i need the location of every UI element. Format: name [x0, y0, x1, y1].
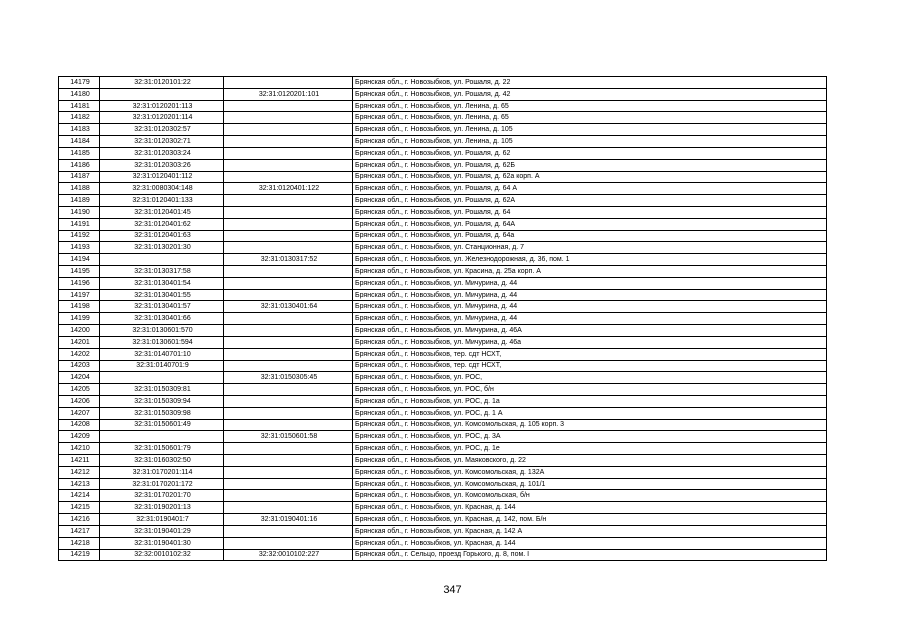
cadastral-number-cell: 32:31:0170201:114 [100, 466, 224, 478]
table-row [59, 360, 827, 372]
related-cadastral-number-cell [224, 100, 353, 112]
related-cadastral-number-cell [224, 195, 353, 207]
address-cell: Брянская обл., г. Новозыбков, ул. Рошаля, д. 42 [353, 88, 827, 100]
cadastral-number-cell: 32:31:0130601:570 [100, 325, 224, 337]
cadastral-number-cell: 32:31:0130401:55 [100, 289, 224, 301]
table-row [59, 537, 827, 549]
cadastral-number-cell: 32:31:0160302:50 [100, 455, 224, 467]
table-row [59, 88, 827, 100]
related-cadastral-number-cell [224, 206, 353, 218]
table-row [59, 478, 827, 490]
address-cell: Брянская обл., г. Новозыбков, ул. Ленина, д. 105 [353, 136, 827, 148]
related-cadastral-number-cell [224, 490, 353, 502]
related-cadastral-number-cell: 32:31:0130317:52 [224, 254, 353, 266]
record-number-cell: 14186 [59, 159, 100, 171]
table-row [59, 466, 827, 478]
address-cell: Брянская обл., г. Новозыбков, ул. Станционная, д. 7 [353, 242, 827, 254]
related-cadastral-number-cell: 32:31:0120201:101 [224, 88, 353, 100]
table-row [59, 325, 827, 337]
cadastral-number-cell: 32:31:0120201:114 [100, 112, 224, 124]
property-registry-table [58, 76, 827, 561]
related-cadastral-number-cell [224, 313, 353, 325]
cadastral-number-cell: 32:31:0170201:172 [100, 478, 224, 490]
record-number-cell: 14181 [59, 100, 100, 112]
address-cell: Брянская обл., г. Новозыбков, тер. сдт НСХТ, [353, 348, 827, 360]
record-number-cell: 14201 [59, 336, 100, 348]
cadastral-number-cell: 32:31:0130401:66 [100, 313, 224, 325]
address-cell: Брянская обл., г. Новозыбков, тер. сдт НСХТ, [353, 360, 827, 372]
related-cadastral-number-cell [224, 325, 353, 337]
table-row [59, 502, 827, 514]
record-number-cell: 14212 [59, 466, 100, 478]
cadastral-number-cell: 32:31:0120401:133 [100, 195, 224, 207]
address-cell: Брянская обл., г. Новозыбков, ул. Мичурина, д. 46а [353, 336, 827, 348]
address-cell: Брянская обл., г. Новозыбков, ул. Красина, д. 25а корп. А [353, 266, 827, 278]
related-cadastral-number-cell [224, 395, 353, 407]
cadastral-number-cell: 32:31:0130601:594 [100, 336, 224, 348]
table-row [59, 313, 827, 325]
record-number-cell: 14193 [59, 242, 100, 254]
record-number-cell: 14195 [59, 266, 100, 278]
related-cadastral-number-cell [224, 242, 353, 254]
cadastral-number-cell: 32:31:0150309:81 [100, 384, 224, 396]
table-row [59, 159, 827, 171]
table-row [59, 407, 827, 419]
address-cell: Брянская обл., г. Новозыбков, ул. РОС, [353, 372, 827, 384]
address-cell: Брянская обл., г. Новозыбков, ул. Мичурина, д. 44 [353, 301, 827, 313]
address-cell: Брянская обл., г. Новозыбков, ул. Маяковского, д. 22 [353, 455, 827, 467]
record-number-cell: 14206 [59, 395, 100, 407]
address-cell: Брянская обл., г. Новозыбков, ул. Рошаля, д. 64а [353, 230, 827, 242]
address-cell: Брянская обл., г. Новозыбков, ул. Мичурина, д. 44 [353, 289, 827, 301]
table-row [59, 230, 827, 242]
record-number-cell: 14199 [59, 313, 100, 325]
address-cell: Брянская обл., г. Новозыбков, ул. Ленина, д. 65 [353, 112, 827, 124]
record-number-cell: 14180 [59, 88, 100, 100]
related-cadastral-number-cell [224, 136, 353, 148]
related-cadastral-number-cell: 32:32:0010102:227 [224, 549, 353, 561]
cadastral-number-cell: 32:31:0150309:98 [100, 407, 224, 419]
record-number-cell: 14182 [59, 112, 100, 124]
address-cell: Брянская обл., г. Новозыбков, ул. Красная, д. 144 [353, 537, 827, 549]
address-cell: Брянская обл., г. Новозыбков, ул. РОС, б/н [353, 384, 827, 396]
record-number-cell: 14208 [59, 419, 100, 431]
related-cadastral-number-cell [224, 419, 353, 431]
related-cadastral-number-cell [224, 289, 353, 301]
table-row [59, 372, 827, 384]
table-row [59, 289, 827, 301]
table-row [59, 112, 827, 124]
cadastral-number-cell: 32:31:0140701:9 [100, 360, 224, 372]
related-cadastral-number-cell [224, 336, 353, 348]
cadastral-number-cell: 32:31:0190401:30 [100, 537, 224, 549]
table-row [59, 254, 827, 266]
address-cell: Брянская обл., г. Новозыбков, ул. Мичурина, д. 44 [353, 313, 827, 325]
address-cell: Брянская обл., г. Новозыбков, ул. Комсомольская, б/н [353, 490, 827, 502]
record-number-cell: 14219 [59, 549, 100, 561]
related-cadastral-number-cell [224, 502, 353, 514]
cadastral-number-cell: 32:31:0120302:57 [100, 124, 224, 136]
cadastral-number-cell: 32:31:0190201:13 [100, 502, 224, 514]
record-number-cell: 14209 [59, 431, 100, 443]
address-cell: Брянская обл., г. Новозыбков, ул. Красная, д. 144 [353, 502, 827, 514]
related-cadastral-number-cell: 32:31:0150601:58 [224, 431, 353, 443]
table-row [59, 266, 827, 278]
address-cell: Брянская обл., г. Новозыбков, ул. Рошаля, д. 62Б [353, 159, 827, 171]
record-number-cell: 14205 [59, 384, 100, 396]
cadastral-number-cell: 32:31:0120201:113 [100, 100, 224, 112]
record-number-cell: 14203 [59, 360, 100, 372]
record-number-cell: 14216 [59, 514, 100, 526]
record-number-cell: 14202 [59, 348, 100, 360]
table-row [59, 443, 827, 455]
address-cell: Брянская обл., г. Новозыбков, ул. Рошаля, д. 62а корп. А [353, 171, 827, 183]
address-cell: Брянская обл., г. Новозыбков, ул. Рошаля, д. 64 [353, 206, 827, 218]
cadastral-number-cell: 32:31:0130401:57 [100, 301, 224, 313]
cadastral-number-cell: 32:31:0170201:70 [100, 490, 224, 502]
table-row [59, 183, 827, 195]
record-number-cell: 14210 [59, 443, 100, 455]
cadastral-number-cell: 32:31:0120401:112 [100, 171, 224, 183]
table-row [59, 549, 827, 561]
record-number-cell: 14185 [59, 147, 100, 159]
related-cadastral-number-cell [224, 360, 353, 372]
cadastral-number-cell: 32:31:0140701:10 [100, 348, 224, 360]
address-cell: Брянская обл., г. Новозыбков, ул. РОС, д. 1а [353, 395, 827, 407]
related-cadastral-number-cell [224, 525, 353, 537]
cadastral-number-cell: 32:31:0130401:54 [100, 277, 224, 289]
related-cadastral-number-cell [224, 348, 353, 360]
related-cadastral-number-cell [224, 112, 353, 124]
cadastral-number-cell: 32:31:0190401:29 [100, 525, 224, 537]
table-row [59, 171, 827, 183]
cadastral-number-cell: 32:31:0120303:24 [100, 147, 224, 159]
cadastral-number-cell: 32:31:0130317:58 [100, 266, 224, 278]
record-number-cell: 14207 [59, 407, 100, 419]
registry-table-body [59, 77, 827, 561]
related-cadastral-number-cell: 32:31:0190401:16 [224, 514, 353, 526]
table-row [59, 195, 827, 207]
cadastral-number-cell: 32:31:0080304:148 [100, 183, 224, 195]
related-cadastral-number-cell [224, 407, 353, 419]
table-row [59, 100, 827, 112]
cadastral-number-cell [100, 254, 224, 266]
record-number-cell: 14198 [59, 301, 100, 313]
related-cadastral-number-cell [224, 159, 353, 171]
record-number-cell: 14189 [59, 195, 100, 207]
address-cell: Брянская обл., г. Новозыбков, ул. Ленина, д. 105 [353, 124, 827, 136]
address-cell: Брянская обл., г. Новозыбков, ул. Комсомольская, д. 132А [353, 466, 827, 478]
cadastral-number-cell [100, 372, 224, 384]
table-row [59, 514, 827, 526]
record-number-cell: 14190 [59, 206, 100, 218]
address-cell: Брянская обл., г. Новозыбков, ул. Ленина, д. 65 [353, 100, 827, 112]
table-row [59, 206, 827, 218]
table-row [59, 218, 827, 230]
record-number-cell: 14217 [59, 525, 100, 537]
address-cell: Брянская обл., г. Новозыбков, ул. Красная, д. 142 А [353, 525, 827, 537]
record-number-cell: 14179 [59, 77, 100, 89]
address-cell: Брянская обл., г. Новозыбков, ул. Железнодорожная, д. 36, пом. 1 [353, 254, 827, 266]
record-number-cell: 14184 [59, 136, 100, 148]
cadastral-number-cell [100, 88, 224, 100]
cadastral-number-cell: 32:31:0120302:71 [100, 136, 224, 148]
address-cell: Брянская обл., г. Новозыбков, ул. Рошаля, д. 64 А [353, 183, 827, 195]
related-cadastral-number-cell [224, 384, 353, 396]
record-number-cell: 14194 [59, 254, 100, 266]
cadastral-number-cell: 32:31:0120401:45 [100, 206, 224, 218]
table-row [59, 395, 827, 407]
record-number-cell: 14218 [59, 537, 100, 549]
record-number-cell: 14191 [59, 218, 100, 230]
table-row [59, 455, 827, 467]
related-cadastral-number-cell [224, 443, 353, 455]
record-number-cell: 14188 [59, 183, 100, 195]
address-cell: Брянская обл., г. Новозыбков, ул. РОС, д. 3А [353, 431, 827, 443]
cadastral-number-cell: 32:31:0120303:26 [100, 159, 224, 171]
address-cell: Брянская обл., г. Новозыбков, ул. Красная, д. 142, пом. Б/н [353, 514, 827, 526]
table-row [59, 136, 827, 148]
related-cadastral-number-cell [224, 466, 353, 478]
address-cell: Брянская обл., г. Новозыбков, ул. РОС, д. 1 А [353, 407, 827, 419]
table-row [59, 431, 827, 443]
address-cell: Брянская обл., г. Новозыбков, ул. РОС, д. 1е [353, 443, 827, 455]
address-cell: Брянская обл., г. Новозыбков, ул. Комсомольская, д. 101/1 [353, 478, 827, 490]
cadastral-number-cell: 32:31:0150601:79 [100, 443, 224, 455]
cadastral-number-cell: 32:31:0190401:7 [100, 514, 224, 526]
cadastral-number-cell: 32:31:0150309:94 [100, 395, 224, 407]
cadastral-number-cell [100, 431, 224, 443]
cadastral-number-cell: 32:31:0150601:49 [100, 419, 224, 431]
record-number-cell: 14187 [59, 171, 100, 183]
cadastral-number-cell: 32:32:0010102:32 [100, 549, 224, 561]
table-row [59, 124, 827, 136]
table-row [59, 77, 827, 89]
related-cadastral-number-cell [224, 455, 353, 467]
page-number: 347 [443, 584, 462, 596]
record-number-cell: 14200 [59, 325, 100, 337]
record-number-cell: 14204 [59, 372, 100, 384]
table-row [59, 242, 827, 254]
record-number-cell: 14192 [59, 230, 100, 242]
address-cell: Брянская обл., г. Новозыбков, ул. Рошаля, д. 22 [353, 77, 827, 89]
address-cell: Брянская обл., г. Новозыбков, ул. Комсомольская, д. 105 корп. 3 [353, 419, 827, 431]
related-cadastral-number-cell [224, 171, 353, 183]
table-row [59, 348, 827, 360]
related-cadastral-number-cell [224, 147, 353, 159]
table-row [59, 490, 827, 502]
table-row [59, 525, 827, 537]
record-number-cell: 14213 [59, 478, 100, 490]
related-cadastral-number-cell [224, 77, 353, 89]
table-row [59, 277, 827, 289]
related-cadastral-number-cell [224, 266, 353, 278]
record-number-cell: 14215 [59, 502, 100, 514]
cadastral-number-cell: 32:31:0120101:22 [100, 77, 224, 89]
record-number-cell: 14183 [59, 124, 100, 136]
record-number-cell: 14214 [59, 490, 100, 502]
related-cadastral-number-cell [224, 537, 353, 549]
cadastral-number-cell: 32:31:0130201:30 [100, 242, 224, 254]
related-cadastral-number-cell: 32:31:0120401:122 [224, 183, 353, 195]
record-number-cell: 14197 [59, 289, 100, 301]
table-row [59, 301, 827, 313]
related-cadastral-number-cell: 32:31:0130401:64 [224, 301, 353, 313]
record-number-cell: 14211 [59, 455, 100, 467]
cadastral-number-cell: 32:31:0120401:62 [100, 218, 224, 230]
related-cadastral-number-cell [224, 124, 353, 136]
related-cadastral-number-cell [224, 230, 353, 242]
table-row [59, 419, 827, 431]
table-row [59, 384, 827, 396]
related-cadastral-number-cell [224, 478, 353, 490]
address-cell: Брянская обл., г. Новозыбков, ул. Мичурина, д. 46А [353, 325, 827, 337]
address-cell: Брянская обл., г. Сельцо, проезд Горького, д. 8, пом. I [353, 549, 827, 561]
related-cadastral-number-cell: 32:31:0150305:45 [224, 372, 353, 384]
table-row [59, 336, 827, 348]
related-cadastral-number-cell [224, 218, 353, 230]
related-cadastral-number-cell [224, 277, 353, 289]
table-row [59, 147, 827, 159]
record-number-cell: 14196 [59, 277, 100, 289]
cadastral-number-cell: 32:31:0120401:63 [100, 230, 224, 242]
address-cell: Брянская обл., г. Новозыбков, ул. Мичурина, д. 44 [353, 277, 827, 289]
address-cell: Брянская обл., г. Новозыбков, ул. Рошаля, д. 64А [353, 218, 827, 230]
address-cell: Брянская обл., г. Новозыбков, ул. Рошаля, д. 62А [353, 195, 827, 207]
address-cell: Брянская обл., г. Новозыбков, ул. Рошаля, д. 62 [353, 147, 827, 159]
